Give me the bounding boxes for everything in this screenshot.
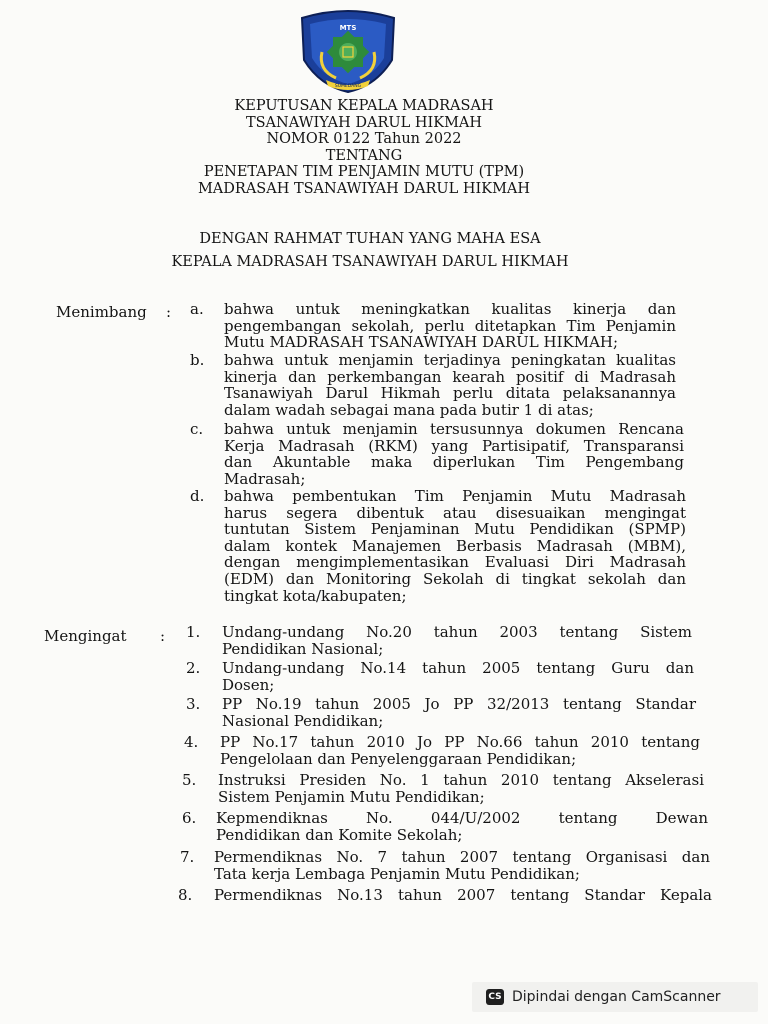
item-marker: 2. — [186, 659, 201, 677]
camscanner-icon: CS — [486, 989, 504, 1005]
item-line: Instruksi Presiden No. 1 tahun 2010 tentang Akselerasi — [218, 771, 704, 789]
item-line: PP No.19 tahun 2005 Jo PP 32/2013 tentang Standar — [222, 695, 696, 713]
item-line: Tsanawiyah Darul Hikmah perlu ditata pelaksanannya — [224, 384, 676, 403]
item-line: Permendiknas No. 7 tahun 2007 tentang Organisasi dan — [214, 848, 710, 866]
greeting-line-1: DENGAN RAHMAT TUHAN YANG MAHA ESA — [199, 231, 541, 247]
item-line: bahwa pembentukan Tim Penjamin Mutu Madrasah — [224, 487, 686, 505]
header-line: MADRASAH TSANAWIYAH DARUL HIKMAH — [197, 180, 531, 197]
item-line: Nasional Pendidikan; — [222, 711, 384, 730]
header-line: TSANAWIYAH DARUL HIKMAH — [245, 114, 483, 131]
item-line: Sistem Penjamin Mutu Pendidikan; — [218, 787, 485, 806]
item-marker: b. — [190, 351, 205, 369]
greeting-line-2: KEPALA MADRASAH TSANAWIYAH DARUL HIKMAH — [171, 254, 569, 270]
item-line: Undang-undang No.20 tahun 2003 tentang Sistem — [222, 623, 692, 641]
item-marker: 4. — [184, 733, 199, 751]
item-line: Tata kerja Lembaga Penjamin Mutu Pendidikan; — [214, 864, 580, 883]
item-line: bahwa untuk menjamin tersusunnya dokumen Rencana — [224, 420, 684, 438]
logo-top-text: MTS — [339, 24, 357, 32]
header-line: KEPUTUSAN KEPALA MADRASAH — [234, 98, 494, 114]
item-marker: 6. — [182, 809, 197, 827]
item-line: Undang-undang No.14 tahun 2005 tentang Guru dan — [222, 659, 694, 677]
item-line: Permendiknas No.13 tahun 2007 tentang Standar Kepala — [214, 886, 712, 904]
item-line: dalam wadah sebagai mana pada butir 1 di atas; — [224, 400, 594, 419]
item-line: tingkat kota/kabupaten; — [224, 586, 407, 605]
item-line: Mutu MADRASAH TSANAWIYAH DARUL HIKMAH; — [224, 333, 619, 352]
item-marker: c. — [190, 420, 204, 438]
item-line: dan Akuntable maka diperlukan Tim Pengembang — [224, 453, 684, 472]
item-line: Pengelolaan dan Penyelenggaraan Pendidikan; — [220, 749, 577, 768]
item-line: Madrasah; — [224, 469, 306, 488]
menimbang-colon: : — [166, 303, 172, 321]
item-line: Kerja Madrasah (RKM) yang Partisipatif, Transparansi — [224, 436, 684, 455]
item-line: tuntutan Sistem Penjaminan Mutu Pendidikan (SPMP) — [224, 520, 686, 539]
item-line: Dosen; — [222, 675, 275, 694]
item-line: harus segera dibentuk atau disesuaikan mengingat — [224, 503, 686, 522]
item-line: Pendidikan Nasional; — [222, 639, 384, 658]
item-line: (EDM) dan Monitoring Sekolah di tingkat sekolah dan — [224, 569, 686, 588]
camscanner-watermark — [472, 982, 758, 1012]
item-line: bahwa untuk menjamin terjadinya peningkatan kualitas — [224, 351, 676, 369]
madrasah-logo — [296, 8, 400, 94]
item-line: dalam kontek Manajemen Berbasis Madrasah (MBM), — [224, 536, 686, 555]
item-line: Kepmendiknas No. 044/U/2002 tentang Dewan — [216, 809, 708, 827]
logo-bottom-text: SUMEDANG — [334, 84, 362, 89]
item-line: Pendidikan dan Komite Sekolah; — [216, 825, 463, 844]
item-marker: 1. — [186, 623, 201, 641]
item-line: PP No.17 tahun 2010 Jo PP No.66 tahun 2010 tentang — [220, 733, 700, 751]
item-line: pengembangan sekolah, perlu ditetapkan Tim Penjamin — [224, 316, 676, 335]
camscanner-label: Dipindai dengan CamScanner — [512, 989, 721, 1005]
document-header — [120, 98, 608, 197]
greeting-block — [120, 228, 620, 274]
header-line: TENTANG — [325, 147, 403, 164]
item-marker: d. — [190, 487, 205, 505]
item-marker: 7. — [180, 848, 195, 866]
item-line: dengan mengimplementasikan Evaluasi Diri Madrasah — [224, 553, 686, 572]
header-line: NOMOR 0122 Tahun 2022 — [266, 131, 462, 147]
item-marker: 8. — [178, 886, 193, 904]
item-marker: a. — [190, 300, 204, 318]
mengingat-colon: : — [160, 627, 166, 645]
menimbang-label: Menimbang — [56, 303, 147, 321]
item-marker: 5. — [182, 771, 197, 789]
item-line: bahwa untuk meningkatkan kualitas kinerja dan — [224, 300, 676, 318]
header-line: PENETAPAN TIM PENJAMIN MUTU (TPM) — [203, 164, 525, 180]
item-line: kinerja dan perkembangan kearah positif di Madrasah — [224, 367, 676, 386]
mengingat-label: Mengingat — [44, 627, 127, 645]
item-marker: 3. — [186, 695, 201, 713]
